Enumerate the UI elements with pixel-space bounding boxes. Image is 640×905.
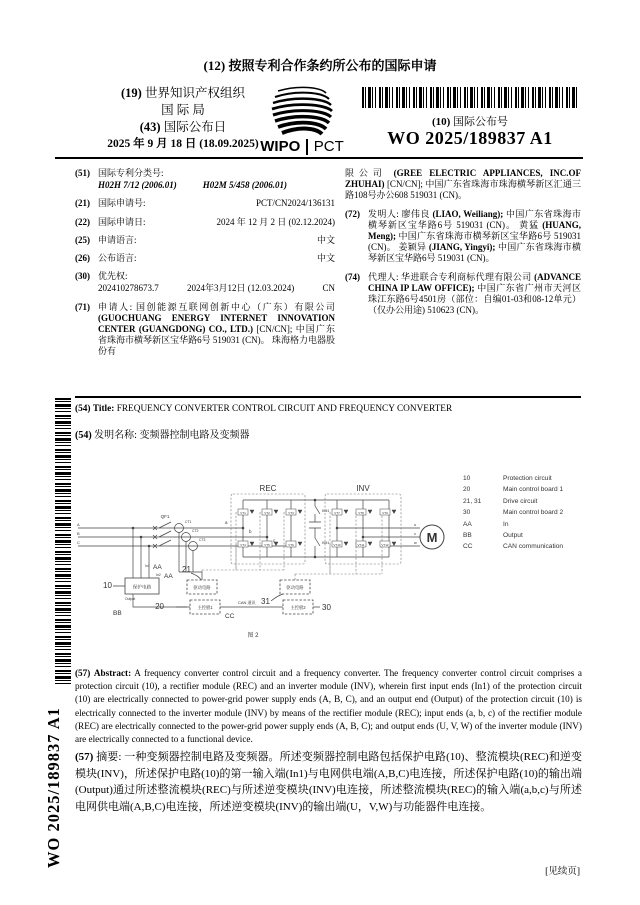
inventors-label: 发明人: [368, 208, 399, 219]
legend-row [463, 484, 581, 495]
board2-box-label: 主控板2 [290, 605, 306, 610]
vt4-label: VT4 [240, 543, 246, 547]
agent-entry [345, 272, 581, 317]
publication-number-vertical-text: WO 2025/189837 A1 [44, 707, 63, 868]
ref-21: 21 [182, 565, 191, 574]
application-number-entry [75, 198, 335, 209]
legend-key: 30 [463, 509, 471, 517]
field-number-54-en: (54) [75, 404, 91, 414]
filing-date-value: 2024 年 12 月 2 日 (02.12.2024) [216, 216, 335, 227]
figure-labels [77, 484, 437, 639]
priority-label: 优先权: [98, 271, 128, 282]
inventor-2-zh: 黄猛 [519, 219, 540, 230]
title-label-zh: 发明名称: [94, 430, 137, 441]
inventor-1-en: (LIAO, Weiliang); [432, 208, 504, 219]
wipo-logo-icon [258, 86, 346, 136]
pub-date-label-text: 国际公布日 [163, 120, 227, 134]
barcode-vertical [55, 398, 71, 684]
legend-value: Main control board 1 [503, 486, 564, 494]
international-bureau: 国 际 局 [161, 103, 205, 117]
vt2-label: VT2 [264, 511, 270, 515]
legend-value: Main control board 2 [503, 509, 564, 517]
inventor-2-address: 中国广东省珠海市横琴新区宝华路6号 519031 (CN)。 [368, 231, 581, 253]
motor-label: M [426, 530, 438, 545]
agent-name-en: (ADVANCE CHINA IP LAW OFFICE); [368, 271, 581, 293]
legend-key: CC [463, 543, 473, 551]
field-number-19: (19) [121, 86, 142, 100]
title-label-en: Title: [92, 404, 115, 414]
legend-row [463, 496, 581, 507]
field-number-74: (74) [345, 271, 360, 282]
abstract-label-en: Abstract: [93, 668, 132, 678]
ipc-code-2: H02M 5/458 (2006.01) [202, 180, 287, 191]
phase-b-label: B [77, 531, 80, 536]
cc-label: CC [225, 613, 235, 620]
ref-30: 30 [322, 603, 331, 612]
wordmark-divider [306, 139, 308, 155]
km1-top-label: KM1 [322, 509, 330, 513]
publication-language-label: 公布语言: [98, 253, 137, 264]
biblio-right-column [345, 168, 581, 323]
field-number-21: (21) [75, 198, 90, 209]
agent-label: 代理人: [368, 271, 399, 282]
ipc-label: 国际专利分类号: [98, 168, 164, 178]
vt12-label: VT12 [381, 543, 389, 547]
ipc-entry [75, 168, 335, 191]
barcode-horizontal [362, 87, 578, 108]
field-number-12: (12) [203, 58, 226, 73]
legend-row [463, 541, 581, 552]
field-number-57-zh: (57) [75, 751, 94, 763]
legend-row [463, 519, 581, 530]
application-number-label: 国际申请号: [98, 198, 146, 209]
inventor-3-zh: 姜颖异 [398, 242, 427, 253]
board1-box-label: 主控板1 [197, 605, 213, 610]
figure-caption: 图 2 [247, 633, 259, 639]
priority-date: 2024年3月12日 (12.03.2024) [186, 283, 295, 294]
abstract-chinese [75, 749, 582, 815]
publication-number: WO 2025/189837 A1 [387, 128, 553, 148]
publication-date-label [88, 119, 278, 136]
drive2-box-label: 驱动电路 [286, 585, 304, 590]
vt7-label: VT7 [334, 511, 340, 515]
aa1-label: AA [153, 564, 162, 571]
abstract-label-zh: 摘要: [96, 751, 122, 763]
aa2-label: AA [164, 573, 173, 580]
legend-value: Output [503, 532, 523, 540]
wipo-name: 世界知识产权组织 [144, 86, 245, 100]
legend-key: 20 [463, 486, 471, 494]
legend-value: CAN communication [503, 543, 564, 551]
input-c-label: c [273, 538, 276, 543]
applicant2-name-zh: 限公司 [345, 168, 387, 178]
applicant-label: 申请人: [98, 301, 133, 312]
inventors-entry [345, 209, 581, 265]
publication-language-value: 中文 [316, 253, 335, 264]
field-number-54-zh: (54) [75, 430, 92, 441]
phase-a-label: A [77, 522, 80, 527]
drive1-box-label: 驱动电路 [193, 585, 211, 590]
legend-row [463, 507, 581, 518]
field-number-72: (72) [345, 208, 360, 219]
applicant2-address: [CN/CN]; 中国广东省珠海市珠海横琴新区汇通三路108号办公608 519031 (CN)。 [345, 179, 581, 201]
vt6-label: VT6 [288, 543, 294, 547]
vt10-label: VT10 [333, 543, 341, 547]
field-number-57-en: (57) [75, 668, 91, 678]
publication-language-entry [75, 253, 335, 264]
ref-10: 10 [103, 581, 112, 590]
qf1-label: QF1 [160, 514, 170, 519]
filing-date-label: 国际申请日: [98, 216, 146, 227]
applicant-name-en: (GUOCHUANG ENERGY INTERNET INNOVATION CENTER (GUANGDONG) CO., LTD.) [98, 312, 335, 335]
filing-date-entry [75, 217, 335, 228]
applicant2-entry [345, 168, 581, 202]
figure-2-circuit-diagram [75, 460, 460, 660]
pct-publication-text: 按照专利合作条约所公布的国际申请 [228, 58, 437, 73]
field-number-30: (30) [75, 271, 90, 282]
filing-language-entry [75, 235, 335, 246]
pct-publication-line [0, 55, 640, 74]
title-english [75, 404, 581, 414]
vt1-label: VT1 [240, 511, 246, 515]
output-v-label: v [414, 532, 416, 536]
field-number-43: (43) [139, 120, 161, 134]
field-number-71: (71) [75, 301, 90, 312]
wipo-line [88, 85, 278, 102]
inv-label: INV [356, 484, 370, 493]
biblio-left-column [75, 168, 335, 365]
inventor-3-address: 中国广东省珠海市横琴新区宝华路6号 519031 (CN)。 [368, 242, 581, 264]
agent-address: 中国广东省广州市天河区珠江东路6号4501房（部位：自编01-03和08-12单元）（仅办公用途) 510623 (CN)。 [368, 282, 581, 316]
ct1-label: CT1 [185, 520, 192, 524]
publication-number-label-text: 国际公布号 [453, 116, 509, 128]
priority-number: 202410278673.7 [98, 283, 159, 294]
title-text-en: FREQUENCY CONVERTER CONTROL CIRCUIT AND FREQUENCY CONVERTER [116, 404, 453, 414]
applicant-name-zh: 国创能源互联网创新中心（广东）有限公司 [135, 301, 335, 312]
ref-31: 31 [261, 597, 270, 606]
legend-value: In [503, 520, 509, 528]
protection-box-label: 保护电路 [132, 584, 152, 590]
inventor-1-zh: 廖伟良 [401, 208, 430, 219]
wipo-wordmark: WIPO [260, 138, 301, 155]
input-a-label: a [225, 520, 228, 525]
filing-language-label: 申请语言: [98, 234, 137, 245]
output-u-label: u [414, 523, 417, 527]
abstract-english [75, 667, 582, 746]
field-number-25: (25) [75, 234, 90, 245]
legend-value: Drive circuit [503, 497, 538, 505]
output-port-label: Output [125, 597, 136, 601]
can-label: CAN 通讯 [238, 600, 256, 605]
publication-number-vertical [44, 688, 72, 868]
inventor-2-en: (HUANG, Meng); [368, 219, 582, 242]
applicant-entry [75, 302, 335, 358]
input-b-label: b [249, 529, 252, 534]
component-boxes [125, 578, 313, 614]
bb-label: BB [113, 610, 122, 617]
legend-value: Protection circuit [503, 475, 552, 482]
publication-number-label [362, 113, 578, 129]
priority-entry [75, 271, 335, 294]
inventor-1-address: 中国广东省珠海市横琴新区宝华路6号 519031 (CN)。 [368, 208, 581, 230]
field-number-22: (22) [75, 216, 90, 227]
abstract-text-en: A frequency converter control circuit and a frequency converter. The frequency converter control circuit comprises a protection circuit (10), a rectifier module (REC) and an inverter module (INV), wherein first input ends (In1) of the protection circuit (10) are electrically connected to power-grid power supply ends (A, B, C), and an output end (Output) of the protection circuit (10) is electrically connected to the inverter module (INV) by means of the rectifier module (REC); input ends (a, b, c) of the rectifier module (REC) are electrically connected to the power-grid power supply ends (A, B, C); and output ends (U, V, W) of the inverter module (INV) are electrically connected to a functional device. [75, 668, 583, 745]
rec-label: REC [259, 484, 277, 493]
vt8-label: VT8 [358, 511, 364, 515]
application-number-value: PCT/CN2024/136131 [255, 198, 335, 209]
field-number-10: (10) [431, 116, 451, 128]
legend-row [463, 473, 581, 484]
wipo-pct-wordmark [240, 138, 364, 155]
title-divider [75, 396, 581, 398]
legend-key: AA [463, 520, 472, 528]
km1-bottom-label: KM1 [322, 541, 330, 545]
pct-wordmark: PCT [313, 138, 344, 155]
continuation-note: [见续页] [545, 867, 580, 877]
legend-row [463, 530, 581, 541]
vt5-label: VT5 [264, 543, 270, 547]
legend-key: 21, 31 [463, 497, 482, 505]
priority-data [98, 283, 335, 294]
filing-language-value: 中文 [316, 234, 335, 245]
inventor-3-en: (JIANG, Yingyi); [428, 242, 496, 253]
title-chinese [75, 426, 581, 441]
ipc-codes [98, 180, 335, 191]
vt9-label: VT9 [382, 511, 388, 515]
vt11-label: VT11 [357, 543, 365, 547]
ref-20: 20 [155, 602, 164, 611]
ipc-code-1: H02H 7/12 (2006.01) [98, 180, 177, 191]
field-number-51: (51) [75, 168, 90, 178]
agent-name-zh: 华进联合专利商标代理有限公司 [401, 271, 532, 282]
vt3-label: VT3 [288, 511, 294, 515]
legend-key: 10 [463, 475, 471, 482]
applicant-address: [CN/CN]; 中国广东省珠海市横琴新区宝华路6号 519031 (CN)。 珠海格力电器股份有 [98, 324, 335, 357]
header-divider [55, 157, 583, 159]
abstract-text-zh: 一种变频器控制电路及变频器。所述变频器控制电路包括保护电路(10)、整流模块(REC)和逆变模块(INV)，所述保护电路(10)的第一输入端(In1)与电网供电端(A,B,C)电连接，所述保护电路(10)的输出端(Output)通过所述整流模块(REC)与所述逆变模块(INV)电连接，所述整流模块(REC)的输入端(a,b,c)与所述电网供电端(A,B,C)电连接，所述逆变模块(INV)的输出端(U，V,W)与功能器件电连接。 [75, 751, 583, 813]
phase-c-label: C [77, 540, 80, 545]
in1-label: In1 [145, 564, 150, 568]
applicant2-name-en: (GREE ELECTRIC APPLIANCES, INC.OF ZHUHAI) [345, 168, 581, 190]
figure-legend [463, 473, 581, 553]
output-w-label: w [414, 541, 417, 545]
ct3-label: CT3 [199, 538, 206, 542]
publication-date: 2025 年 9 月 18 日 (18.09.2025) [107, 138, 259, 150]
field-number-26: (26) [75, 253, 90, 264]
title-text-zh: 变频器控制电路及变频器 [139, 430, 250, 441]
priority-country: CN [322, 283, 335, 294]
legend-key: BB [463, 532, 472, 540]
ct2-label: CT2 [192, 529, 199, 533]
in2-label: In2 [156, 573, 161, 577]
